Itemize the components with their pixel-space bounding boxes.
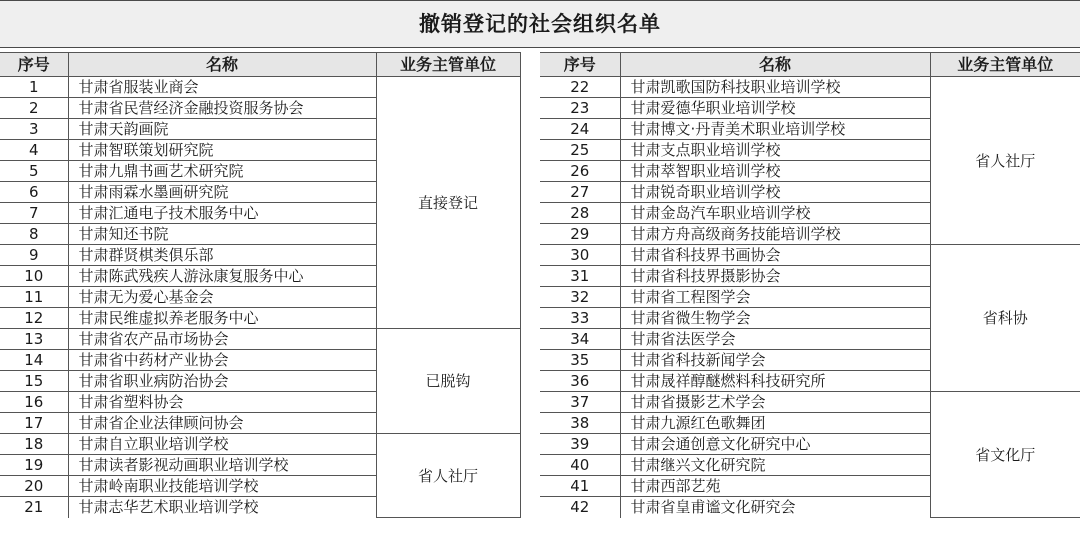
header-unit: 业务主管单位 xyxy=(930,53,1080,77)
row-seq: 13 xyxy=(0,329,68,350)
row-org-name: 甘肃继兴文化研究院 xyxy=(620,455,930,476)
row-seq: 4 xyxy=(0,140,68,161)
row-org-name: 甘肃民维虚拟养老服务中心 xyxy=(68,308,376,329)
row-seq: 20 xyxy=(0,476,68,497)
row-seq: 2 xyxy=(0,98,68,119)
row-seq: 17 xyxy=(0,413,68,434)
row-seq: 24 xyxy=(540,119,620,140)
row-seq: 6 xyxy=(0,182,68,203)
header-row xyxy=(540,53,1080,77)
row-seq: 36 xyxy=(540,371,620,392)
row-seq: 18 xyxy=(0,434,68,455)
row-org-name: 甘肃省科技界摄影协会 xyxy=(620,266,930,287)
row-seq: 41 xyxy=(540,476,620,497)
row-supervising-unit: 省人社厅 xyxy=(930,77,1080,245)
row-seq: 11 xyxy=(0,287,68,308)
table-row xyxy=(540,77,1080,98)
row-seq: 29 xyxy=(540,224,620,245)
table-row xyxy=(540,245,1080,266)
row-org-name: 甘肃锐奇职业培训学校 xyxy=(620,182,930,203)
row-org-name: 甘肃会通创意文化研究中心 xyxy=(620,434,930,455)
row-org-name: 甘肃智联策划研究院 xyxy=(68,140,376,161)
row-org-name: 甘肃萃智职业培训学校 xyxy=(620,161,930,182)
header-unit: 业务主管单位 xyxy=(376,53,520,77)
row-seq: 27 xyxy=(540,182,620,203)
row-org-name: 甘肃省摄影艺术学会 xyxy=(620,392,930,413)
row-seq: 9 xyxy=(0,245,68,266)
row-supervising-unit: 省科协 xyxy=(930,245,1080,392)
row-org-name: 甘肃博文·丹青美术职业培训学校 xyxy=(620,119,930,140)
row-org-name: 甘肃省微生物学会 xyxy=(620,308,930,329)
row-org-name: 甘肃省职业病防治协会 xyxy=(68,371,376,392)
row-seq: 42 xyxy=(540,497,620,518)
row-org-name: 甘肃志华艺术职业培训学校 xyxy=(68,497,376,518)
row-seq: 3 xyxy=(0,119,68,140)
row-seq: 40 xyxy=(540,455,620,476)
row-org-name: 甘肃陈武残疾人游泳康复服务中心 xyxy=(68,266,376,287)
row-seq: 35 xyxy=(540,350,620,371)
row-org-name: 甘肃九源红色歌舞团 xyxy=(620,413,930,434)
row-seq: 31 xyxy=(540,266,620,287)
row-seq: 12 xyxy=(0,308,68,329)
row-org-name: 甘肃方舟高级商务技能培训学校 xyxy=(620,224,930,245)
row-org-name: 甘肃支点职业培训学校 xyxy=(620,140,930,161)
row-org-name: 甘肃汇通电子技术服务中心 xyxy=(68,203,376,224)
left-table-panel xyxy=(0,52,520,518)
row-org-name: 甘肃省服装业商会 xyxy=(68,77,376,98)
page-title: 撤销登记的社会组织名单 xyxy=(0,0,1080,48)
row-seq: 37 xyxy=(540,392,620,413)
row-org-name: 甘肃凯歌国防科技职业培训学校 xyxy=(620,77,930,98)
table-row xyxy=(0,434,520,455)
row-org-name: 甘肃省中药材产业协会 xyxy=(68,350,376,371)
row-org-name: 甘肃知还书院 xyxy=(68,224,376,245)
row-seq: 39 xyxy=(540,434,620,455)
row-seq: 21 xyxy=(0,497,68,518)
row-seq: 10 xyxy=(0,266,68,287)
row-org-name: 甘肃西部艺苑 xyxy=(620,476,930,497)
row-org-name: 甘肃省农产品市场协会 xyxy=(68,329,376,350)
row-seq: 26 xyxy=(540,161,620,182)
org-table-left xyxy=(0,52,521,518)
row-org-name: 甘肃省科技新闻学会 xyxy=(620,350,930,371)
row-org-name: 甘肃省工程图学会 xyxy=(620,287,930,308)
table-body-right xyxy=(540,77,1080,518)
row-seq: 7 xyxy=(0,203,68,224)
row-org-name: 甘肃九鼎书画艺术研究院 xyxy=(68,161,376,182)
row-seq: 8 xyxy=(0,224,68,245)
row-seq: 23 xyxy=(540,98,620,119)
row-seq: 5 xyxy=(0,161,68,182)
row-supervising-unit: 已脱钩 xyxy=(376,329,520,434)
org-table-right xyxy=(540,52,1080,518)
row-seq: 38 xyxy=(540,413,620,434)
row-org-name: 甘肃金岛汽车职业培训学校 xyxy=(620,203,930,224)
row-seq: 22 xyxy=(540,77,620,98)
table-row xyxy=(0,329,520,350)
row-seq: 32 xyxy=(540,287,620,308)
row-org-name: 甘肃省民营经济金融投资服务协会 xyxy=(68,98,376,119)
header-seq: 序号 xyxy=(540,53,620,77)
table-row xyxy=(0,77,520,98)
row-org-name: 甘肃自立职业培训学校 xyxy=(68,434,376,455)
row-seq: 16 xyxy=(0,392,68,413)
row-seq: 33 xyxy=(540,308,620,329)
row-org-name: 甘肃省法医学会 xyxy=(620,329,930,350)
row-org-name: 甘肃雨霖水墨画研究院 xyxy=(68,182,376,203)
row-org-name: 甘肃天韵画院 xyxy=(68,119,376,140)
row-org-name: 甘肃岭南职业技能培训学校 xyxy=(68,476,376,497)
row-seq: 1 xyxy=(0,77,68,98)
row-seq: 19 xyxy=(0,455,68,476)
row-org-name: 甘肃群贤棋类俱乐部 xyxy=(68,245,376,266)
row-seq: 28 xyxy=(540,203,620,224)
row-supervising-unit: 直接登记 xyxy=(376,77,520,329)
table-row xyxy=(540,392,1080,413)
header-name: 名称 xyxy=(68,53,376,77)
row-org-name: 甘肃省科技界书画协会 xyxy=(620,245,930,266)
row-org-name: 甘肃省塑料协会 xyxy=(68,392,376,413)
row-org-name: 甘肃读者影视动画职业培训学校 xyxy=(68,455,376,476)
row-seq: 30 xyxy=(540,245,620,266)
header-name: 名称 xyxy=(620,53,930,77)
row-seq: 15 xyxy=(0,371,68,392)
header-seq: 序号 xyxy=(0,53,68,77)
row-org-name: 甘肃晟祥醇醚燃料科技研究所 xyxy=(620,371,930,392)
row-seq: 14 xyxy=(0,350,68,371)
row-org-name: 甘肃无为爱心基金会 xyxy=(68,287,376,308)
row-supervising-unit: 省人社厅 xyxy=(376,434,520,518)
row-supervising-unit: 省文化厅 xyxy=(930,392,1080,518)
row-org-name: 甘肃省皇甫谧文化研究会 xyxy=(620,497,930,518)
table-body-left xyxy=(0,77,520,518)
header-row xyxy=(0,53,520,77)
row-org-name: 甘肃爱德华职业培训学校 xyxy=(620,98,930,119)
row-seq: 25 xyxy=(540,140,620,161)
row-org-name: 甘肃省企业法律顾问协会 xyxy=(68,413,376,434)
row-seq: 34 xyxy=(540,329,620,350)
right-table-panel xyxy=(540,52,1080,518)
